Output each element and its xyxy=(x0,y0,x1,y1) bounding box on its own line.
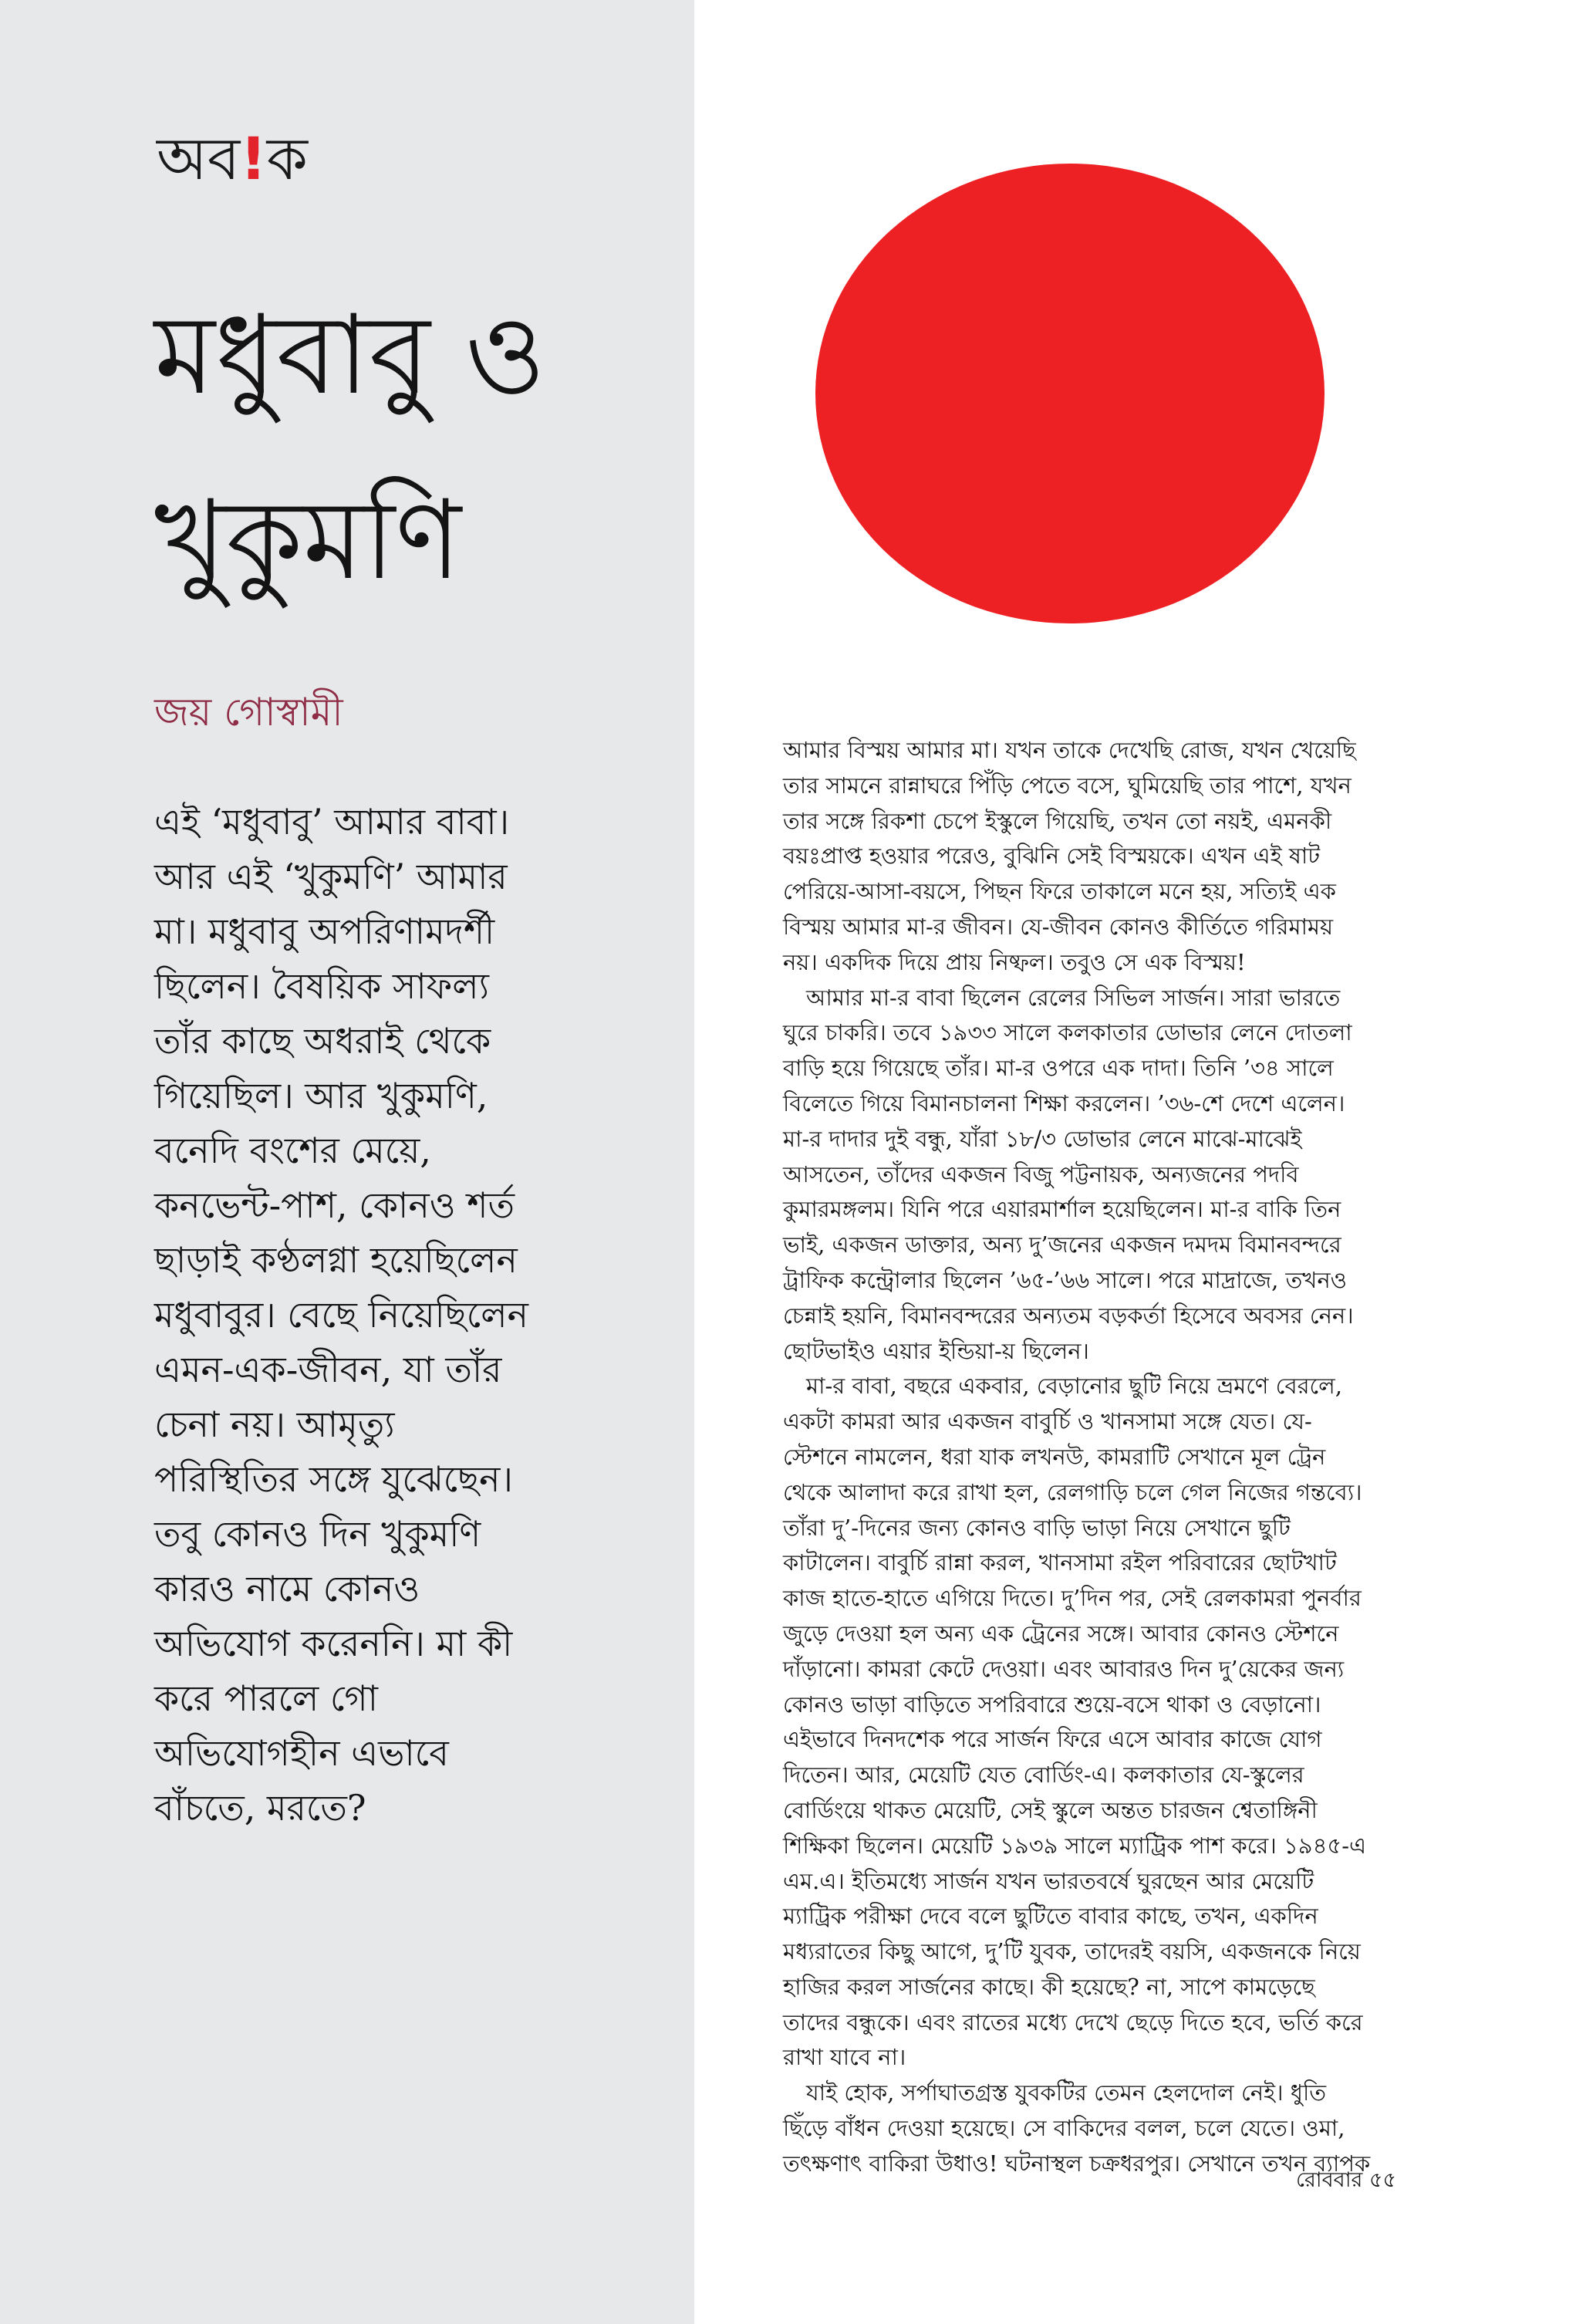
intro-line: ছাড়াই কণ্ঠলগ্না হয়েছিলেন xyxy=(154,1239,518,1281)
article-title xyxy=(154,292,679,671)
body-line: হাজির করল সার্জনের কাছে। কী হয়েছে? না, সাপে কামড়েছে xyxy=(783,1973,1315,2000)
body-line: পেরিয়ে-আসা-বয়সে, পিছন ফিরে তাকালে মনে হয়, সত্যিই এক xyxy=(783,878,1336,905)
body-line: শিক্ষিকা ছিলেন। মেয়েটি ১৯৩৯ সালে ম্যাট্রিক পাশ করে। ১৯৪৫-এ xyxy=(783,1832,1367,1859)
intro-line: করে পারলে গো xyxy=(154,1677,378,1719)
body-line: এম.এ। ইতিমধ্যে সার্জন যখন ভারতবর্ষে ঘুরছেন আর মেয়েটি xyxy=(783,1867,1314,1894)
intro-line: পরিস্থিতির সঙ্গে যুঝেছেন। xyxy=(154,1458,513,1500)
intro-line: অভিযোগহীন এভাবে xyxy=(154,1732,449,1774)
body-line: কোনও ভাড়া বাড়িতে সপরিবারে শুয়ে-বসে থাকা ও বেড়ানো। xyxy=(783,1691,1321,1718)
body-line: আসতেন, তাঁদের একজন বিজু পট্টনায়ক, অন্যজনের পদবি xyxy=(783,1160,1299,1187)
section-logo-prefix: অব xyxy=(157,124,241,193)
body-line: বিস্ময় আমার মা-র জীবন। যে-জীবন কোনও কীর্তিতে গরিমাময় xyxy=(783,913,1334,940)
body-line: নয়। একদিক দিয়ে প্রায় নিষ্ফল। তবুও সে এক বিস্ময়! xyxy=(783,948,1246,975)
intro-line: কারও নামে কোনও xyxy=(154,1568,420,1610)
body-line: কাজ হাতে-হাতে এগিয়ে দিতে। দু’দিন পর, সেই রেলকামরা পুনর্বার xyxy=(783,1585,1362,1612)
section-logo-suffix: ক xyxy=(266,124,308,193)
body-line: বয়ঃপ্রাপ্ত হওয়ার পরেও, বুঝিনি সেই বিস্ময়কে। এখন এই ষাট xyxy=(783,843,1321,870)
intro-line: তবু কোনও দিন খুকুমণি xyxy=(154,1513,481,1555)
intro-line: মধুবাবুর। বেছে নিয়েছিলেন xyxy=(154,1294,528,1336)
body-line: কাটালেন। বাবুর্চি রান্না করল, খানসামা রইল পরিবারের ছোটখাট xyxy=(783,1549,1337,1576)
article-body xyxy=(783,733,1431,2182)
body-line: বিলেতে গিয়ে বিমানচালনা শিক্ষা করলেন। ’৩৬-শে দেশে এলেন। xyxy=(783,1089,1345,1116)
body-line: মা-র বাবা, বছরে একবার, বেড়ানোর ছুটি নিয়ে ভ্রমণে বেরলে, xyxy=(806,1373,1343,1400)
body-line: ভাই, একজন ডাক্তার, অন্য দু’জনের একজন দমদম বিমানবন্দরে xyxy=(783,1231,1341,1258)
body-line: আমার বিস্ময় আমার মা। যখন তাকে দেখেছি রোজ, যখন খেয়েছি xyxy=(783,737,1356,763)
body-line: ঘুরে চাকরি। তবে ১৯৩৩ সালে কলকাতার ডোভার লেনে দোতলা xyxy=(783,1019,1352,1046)
body-line: তৎক্ষণাৎ বাকিরা উধাও! ঘটনাস্থল চক্রধরপুর। সেখানে তখন ব্যাপক xyxy=(783,2150,1371,2177)
intro-line: অভিযোগ করেননি। মা কী xyxy=(154,1623,513,1664)
body-line: আমার মা-র বাবা ছিলেন রেলের সিভিল সার্জন। সারা ভারতে xyxy=(806,984,1341,1011)
title-line: খুকুমণি xyxy=(154,477,461,604)
intro-line: চেনা নয়। আমৃত্যু xyxy=(154,1404,395,1445)
intro-line: ছিলেন। বৈষয়িক সাফল্য xyxy=(154,965,489,1007)
intro-standfirst xyxy=(154,795,679,1836)
intro-line: গিয়েছিল। আর খুকুমণি, xyxy=(154,1075,488,1116)
body-line: কুমারমঙ্গলম। যিনি পরে এয়ারমার্শাল হয়েছিলেন। মা-র বাকি তিন xyxy=(783,1196,1341,1223)
body-line: মধ্যরাতের কিছু আগে, দু’টি যুবক, তাদেরই বয়সি, একজনকে নিয়ে xyxy=(783,1938,1361,1965)
intro-line: আর এই ‘খুকুমণি’ আমার xyxy=(154,856,508,897)
body-line: তাদের বন্ধুকে। এবং রাতের মধ্যে দেখে ছেড়ে দিতে হবে, ভর্তি করে xyxy=(783,2008,1363,2035)
sidebar-panel xyxy=(0,0,694,2324)
body-line: থেকে আলাদা করে রাখা হল, রেলগাড়ি চলে গেল নিজের গন্তব্যে। xyxy=(783,1478,1362,1505)
page-folio: রোববার ৫৫ xyxy=(1296,2168,1396,2192)
body-line: রাখা যাবে না। xyxy=(783,2044,906,2071)
intro-line: এই ‘মধুবাবু’ আমার বাবা। xyxy=(154,801,510,843)
title-line: মধুবাবু ও xyxy=(154,292,546,419)
section-logo-mark: ! xyxy=(240,124,267,193)
author-byline: জয় গোস্বামী xyxy=(154,690,343,735)
body-line: এইভাবে দিনদশেক পরে সার্জন ফিরে এসে আবার কাজে যোগ xyxy=(783,1726,1322,1753)
intro-line: বাঁচতে, মরতে? xyxy=(154,1787,366,1829)
intro-line: তাঁর কাছে অধরাই থেকে xyxy=(154,1020,491,1062)
body-line: জুড়ে দেওয়া হল অন্য এক ট্রেনের সঙ্গে। আবার কোনও স্টেশনে xyxy=(783,1620,1339,1647)
body-line: ছিঁড়ে বাঁধন দেওয়া হয়েছে। সে বাকিদের বলল, চলে যেতে। ওমা, xyxy=(783,2115,1345,2142)
body-line: ট্রাফিক কন্ট্রোলার ছিলেন ’৬৫-’৬৬ সালে। পরে মাদ্রাজে, তখনও xyxy=(783,1266,1348,1293)
body-line: বোর্ডিংয়ে থাকত মেয়েটি, সেই স্কুলে অন্তত চারজন শ্বেতাঙ্গিনী xyxy=(783,1796,1318,1823)
body-line: তার সঙ্গে রিকশা চেপে ইস্কুলে গিয়েছি, তখন তো নয়ই, এমনকী xyxy=(783,807,1332,834)
body-line: তার সামনে রান্নাঘরে পিঁড়ি পেতে বসে, ঘুমিয়েছি তার পাশে, যখন xyxy=(783,772,1352,799)
body-line: মা-র দাদার দুই বন্ধু, যাঁরা ১৮/৩ ডোভার লেনে মাঝে-মাঝেই xyxy=(783,1125,1302,1152)
red-dot-illustration xyxy=(812,160,1328,627)
body-line: যাই হোক, সর্পাঘাতগ্রস্ত যুবকটির তেমন হেলদোল নেই। ধুতি xyxy=(806,2079,1327,2106)
body-line: স্টেশনে নামলেন, ধরা যাক লখনউ, কামরাটি সেখানে মূল ট্রেন xyxy=(783,1443,1326,1470)
body-line: তাঁরা দু’-দিনের জন্য কোনও বাড়ি ভাড়া নিয়ে সেখানে ছুটি xyxy=(783,1514,1291,1541)
body-line: একটা কামরা আর একজন বাবুর্চি ও খানসামা সঙ্গে যেত। যে- xyxy=(783,1408,1312,1435)
intro-line: কনভেন্ট-পাশ, কোনও শর্ত xyxy=(154,1184,515,1226)
body-line: দিতেন। আর, মেয়েটি যেত বোর্ডিং-এ। কলকাতার যে-স্কুলের xyxy=(783,1762,1304,1789)
intro-line: বনেদি বংশের মেয়ে, xyxy=(154,1130,431,1171)
body-line: ছোটভাইও এয়ার ইন্ডিয়া-য় ছিলেন। xyxy=(783,1337,1089,1364)
body-line: দাঁড়ানো। কামরা কেটে দেওয়া। এবং আবারও দিন দু’য়েকের জন্য xyxy=(783,1655,1345,1682)
body-line: চেন্নাই হয়নি, বিমানবন্দরের অন্যতম বড়কর্তা হিসেবে অবসর নেন। xyxy=(783,1302,1354,1329)
red-dot-shape xyxy=(815,164,1325,623)
intro-line: মা। মধুবাবু অপরিণামদর্শী xyxy=(154,910,495,952)
intro-line: এমন-এক-জীবন, যা তাঁর xyxy=(154,1349,502,1390)
body-line: বাড়ি হয়ে গিয়েছে তাঁর। মা-র ওপরে এক দাদা। তিনি ’৩৪ সালে xyxy=(783,1055,1334,1082)
section-logo xyxy=(157,124,308,193)
body-line: ম্যাট্রিক পরীক্ষা দেবে বলে ছুটিতে বাবার কাছে, তখন, একদিন xyxy=(783,1903,1318,1930)
